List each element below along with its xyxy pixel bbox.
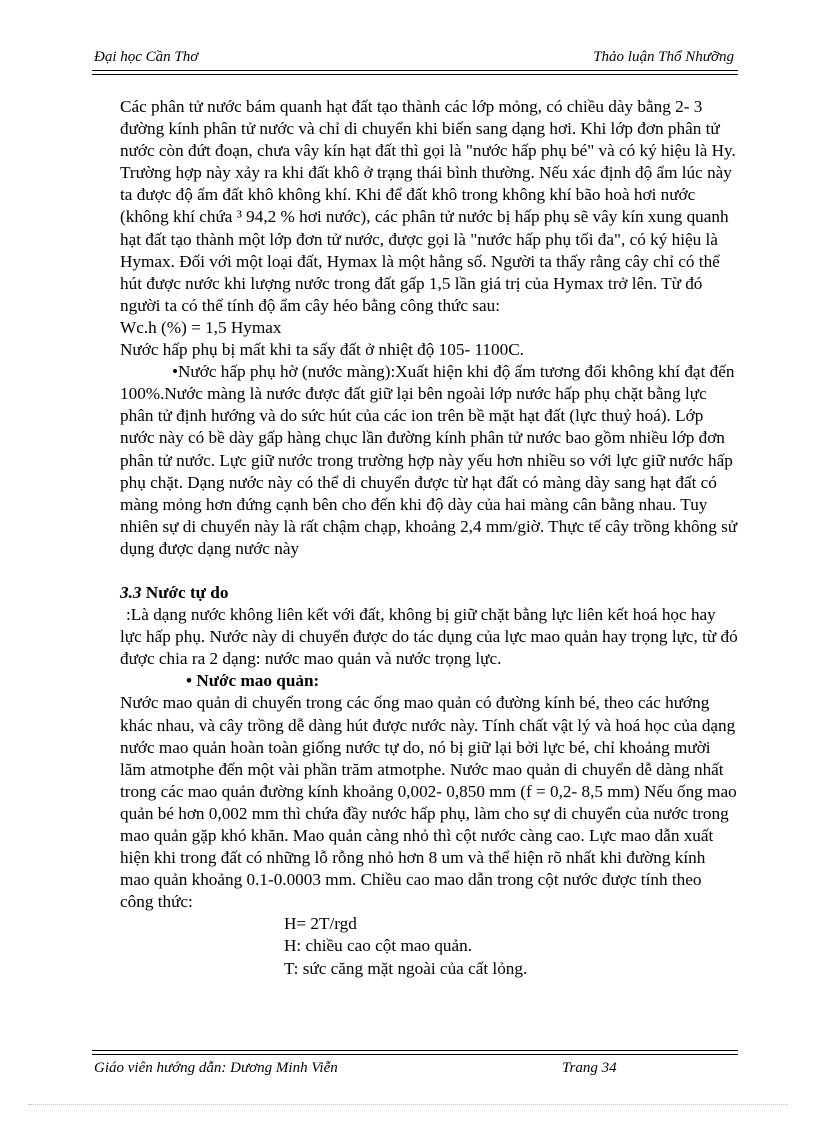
subheading-capillary-water: • Nước mao quản: [186,671,320,691]
paragraph-adsorbed-water: Các phân tử nước bám quanh hạt đất tạo thành các lớp mỏng, có chiều dày bằng 2- 3 đường kính phân tử nước và chỉ di chuyển khi biến sang dạng hơi. Khi lớp đơn phân tử nước còn đứt đoạn, chưa vây kín hạt đất thì gọi là "nước hấp phụ bé" và có ký hiệu là Hy. Trường hợp này xảy ra khi đất khô ở trạng thái bình thường. Nếu xác định độ ẩm lúc này ta được độ ẩm đất khô không khí. Khi để đất khô trong không khí bão hoà hơi nước (không khí chứa ³ 94,2 % hơi nước), các phân tử nước bị hấp phụ sẽ vây kín xung quanh hạt đất tạo thành một lớp đơn tử nước, được gọi là "nước hấp phụ tối đa", có ký hiệu là Hymax. Đối với một loại đất, Hymax là một hằng số. Người ta thấy rằng cây chỉ có thể hút được nước khi lượng nước trong đất gấp 1,5 lần giá trị của Hymax trở lên. Từ đó người ta có thể tính độ ẩm cây héo bằng công thức sau: [120,97,736,315]
section-heading [120,582,738,604]
formula-variable-t: T: sức căng mặt ngoài của cất lỏng. [284,958,528,978]
footer-page-number: Trang 34 [562,1060,617,1076]
formula-capillary-height: H= 2T/rgd [284,914,357,934]
footer-rule-thin [92,1050,738,1051]
page-footer [92,1050,738,1080]
header-university: Đại học Cần Thơ [94,49,199,65]
section-title: Nước tự do [145,582,229,602]
header-rule-thick [92,70,738,71]
paragraph-drying: Nước hấp phụ bị mất khi ta sấy đất ở nhiệt độ 105- 1100C. [120,340,524,360]
paragraph-free-water: :Là dạng nước không liên kết với đất, không bị giữ chặt bằng lực liên kết hoá học hay lực hấp phụ. Nước này di chuyển được do tác dụng của lực mao quản hay trọng lực, từ đó được chia ra 2 dạng: nước mao quản và nước trọng lực. [120,605,738,669]
page-body [120,96,738,980]
formula-wilting-point: Wc.h (%) = 1,5 Hymax [120,317,282,337]
header-course-title: Thảo luận Thổ Nhưỡng [593,49,734,65]
paragraph-capillary-water: Nước mao quản di chuyển trong các ống mao quản có đường kính bé, theo các hướng khác nhau, và cây trồng dễ dàng hút được nước này. Tính chất vật lý và hoá học của dạng nước mao quản hoàn toàn giống nước tự do, nó bị giữ lại bởi lực bé, chỉ khoảng mười lăm atmotphe đến một vài phần trăm atmotphe. Nước mao quản di chuyển dễ dàng nhất trong các mao quản đường kính khoảng 0,002- 0,850 mm (f = 0,2- 8,5 mm) Nếu ống mao quản bé hơn 0,002 mm thì chứa đầy nước hấp phụ, làm cho sự di chuyển của nước trong mao quản gặp khó khăn. Mao quản càng nhỏ thì cột nước càng cao. Lực mao dẫn xuất hiện khi trong đất có những lỗ rỗng nhỏ hơn 8 um và thể hiện rõ nhất khi đường kính mao quản khoảng 0.1-0.0003 mm. Chiều cao mao dẫn trong cột nước được tính theo công thức: [120,693,737,912]
page-bottom-dotted-rule [28,1104,788,1105]
footer-rule-thick [92,1054,738,1055]
page-header [92,46,738,70]
footer-instructor: Giáo viên hướng dẫn: Dương Minh Viễn [94,1060,338,1076]
paragraph-film-water: •Nước hấp phụ hờ (nước màng):Xuất hiện khi độ ẩm tương đối không khí đạt đến 100%.Nước màng là nước được đất giữ lại bên ngoài lớp nước hấp phụ chặt bằng lực phân tử định hướng và do sức hút của các ion trên bề mặt hạt đất (lực thuỷ hoá). Lớp nước này có bề dày gấp hàng chục lần đường kính phân tử nước bao gồm nhiều lớp đơn phân tử nước. Lực giữ nước trong trường hợp này yếu hơn nhiều so với lực giữ nước hấp phụ chặt. Dạng nước này có thể di chuyển được từ hạt đất có màng dày sang hạt đất có màng mỏng hơn đứng cạnh bên cho đến khi độ dày của hai màng cân bằng nhau. Tuy nhiên sự di chuyển này là rất chậm chạp, khoảng 2,4 mm/giờ. Thực tế cây trồng không sử dụng được dạng nước này [120,362,738,558]
section-number: 3.3 [120,582,142,602]
formula-variable-h: H: chiều cao cột mao quản. [284,936,473,956]
header-rule-thin [92,74,738,75]
